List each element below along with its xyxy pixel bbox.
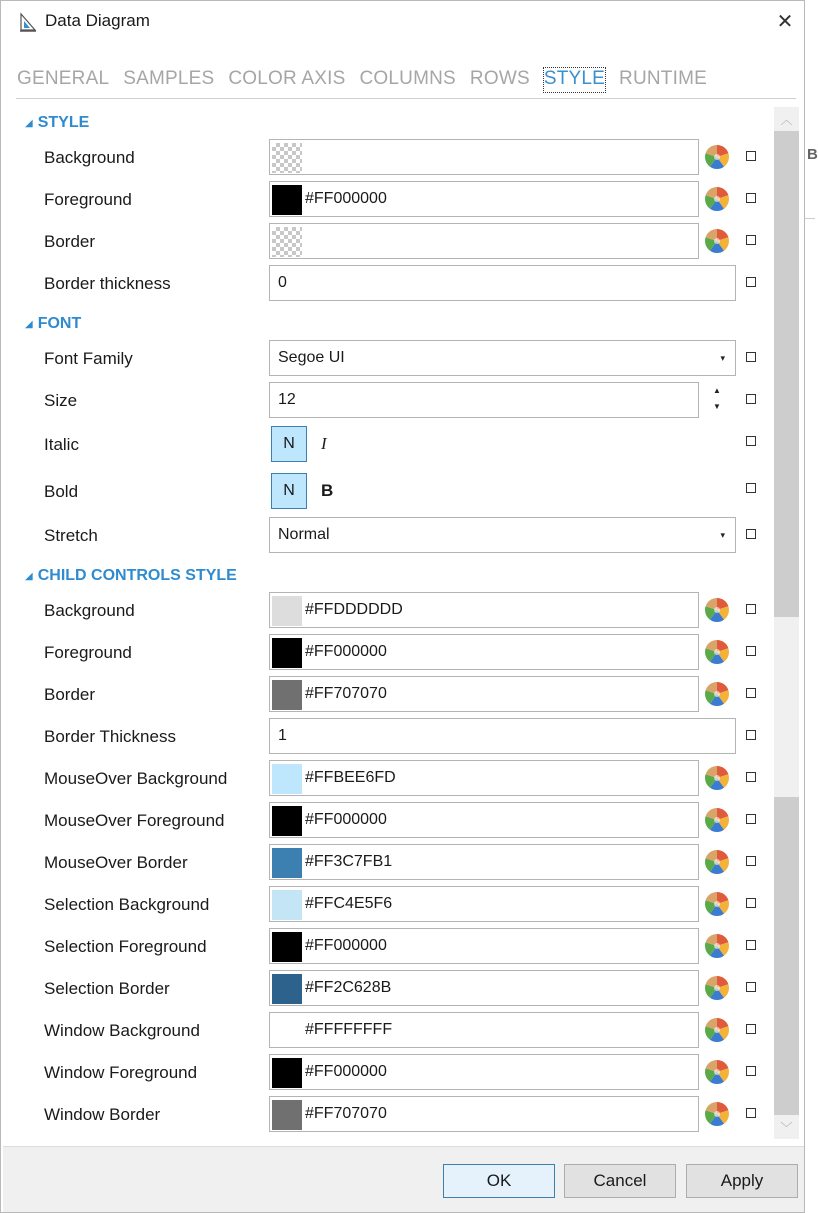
tab-rows[interactable]: ROWS — [469, 68, 530, 89]
reset-checkbox[interactable] — [746, 277, 756, 287]
collapse-triangle-icon[interactable]: ◢ — [25, 570, 33, 582]
color-value: #FFFFFFFF — [305, 1021, 393, 1038]
color-swatch — [272, 974, 302, 1004]
style-border-label: Border — [44, 232, 96, 251]
color-swatch — [272, 932, 302, 962]
section-title: CHILD CONTROLS STYLE — [37, 567, 237, 584]
scroll-up-icon[interactable]: ︿ — [780, 112, 793, 127]
section-title: STYLE — [37, 114, 90, 131]
input-value: 0 — [278, 274, 287, 291]
child-border-thickness-label: Border Thickness — [44, 727, 176, 746]
italic-label: Italic — [44, 435, 79, 454]
tab-bar — [16, 67, 708, 93]
color-picker-icon[interactable] — [704, 144, 730, 170]
child-window-background-label: Window Background — [44, 1021, 200, 1040]
child-mouseover-foreground-label: MouseOver Foreground — [44, 811, 225, 830]
child-selection-foreground-label: Selection Foreground — [44, 937, 207, 956]
reset-checkbox[interactable] — [746, 235, 756, 245]
reset-checkbox[interactable] — [746, 1066, 756, 1076]
italic-normal-toggle[interactable]: N — [271, 426, 307, 462]
input-value: 1 — [278, 727, 287, 744]
reset-checkbox[interactable] — [746, 151, 756, 161]
bold-normal-toggle[interactable]: N — [271, 473, 307, 509]
color-value: #FFBEE6FD — [305, 769, 396, 786]
chevron-down-icon[interactable]: ▾ — [720, 353, 725, 363]
child-selection-border-label: Selection Border — [44, 979, 170, 998]
tab-general[interactable]: GENERAL — [17, 68, 110, 89]
reset-checkbox[interactable] — [746, 1108, 756, 1118]
size-stepper[interactable] — [705, 382, 729, 418]
reset-checkbox[interactable] — [746, 604, 756, 614]
child-mouseover-foreground-field[interactable] — [269, 802, 699, 838]
color-picker-icon[interactable] — [704, 186, 730, 212]
child-selection-foreground-field[interactable] — [269, 928, 699, 964]
dropdown-value: Segoe UI — [278, 349, 345, 366]
color-swatch — [272, 227, 302, 257]
child-mouseover-background-field[interactable] — [269, 760, 699, 796]
child-selection-background-label: Selection Background — [44, 895, 210, 914]
color-picker-icon[interactable] — [704, 891, 730, 917]
collapse-triangle-icon[interactable]: ◢ — [25, 117, 33, 129]
child-window-border-field[interactable] — [269, 1096, 699, 1132]
child-border-thickness-input[interactable] — [269, 718, 736, 754]
color-picker-icon[interactable] — [704, 1101, 730, 1127]
chevron-down-icon[interactable]: ▾ — [720, 530, 725, 540]
color-value: #FF000000 — [305, 937, 387, 954]
italic-toggle[interactable]: I — [321, 434, 327, 453]
input-value: 12 — [278, 391, 296, 408]
color-swatch — [272, 1058, 302, 1088]
child-mouseover-border-label: MouseOver Border — [44, 853, 188, 872]
color-picker-icon[interactable] — [704, 1017, 730, 1043]
color-picker-icon[interactable] — [704, 681, 730, 707]
bold-label: Bold — [44, 482, 79, 501]
color-picker-icon[interactable] — [704, 807, 730, 833]
color-value: #FF000000 — [305, 1063, 387, 1080]
color-swatch — [272, 680, 302, 710]
reset-checkbox[interactable] — [746, 730, 756, 740]
child-window-border-label: Window Border — [44, 1105, 161, 1124]
child-window-foreground-label: Window Foreground — [44, 1063, 198, 1082]
child-foreground-label: Foreground — [44, 643, 132, 662]
color-swatch — [272, 143, 302, 173]
tab-style[interactable]: STYLE — [543, 67, 606, 93]
color-value: #FF000000 — [305, 643, 387, 660]
style-border-thickness-label: Border thickness — [44, 274, 171, 293]
reset-checkbox[interactable] — [746, 898, 756, 908]
reset-checkbox[interactable] — [746, 193, 756, 203]
reset-checkbox[interactable] — [746, 646, 756, 656]
window-title: Data Diagram — [45, 11, 150, 30]
style-border-field[interactable] — [269, 223, 699, 259]
spin-down-icon[interactable]: ▼ — [713, 402, 721, 411]
child-window-foreground-field[interactable] — [269, 1054, 699, 1090]
tab-columns[interactable]: COLUMNS — [359, 68, 456, 89]
child-selection-background-field[interactable] — [269, 886, 699, 922]
dialog-footer — [3, 1146, 804, 1212]
color-value: #FF000000 — [305, 190, 387, 207]
color-picker-icon[interactable] — [704, 849, 730, 875]
dropdown-value: Normal — [278, 526, 330, 543]
app-icon — [18, 11, 38, 33]
color-swatch — [272, 596, 302, 626]
background-window-edge — [805, 0, 818, 1213]
background-window-text: B — [807, 146, 818, 163]
color-swatch — [272, 890, 302, 920]
reset-checkbox[interactable] — [746, 529, 756, 539]
collapse-triangle-icon[interactable]: ◢ — [25, 318, 33, 330]
reset-checkbox[interactable] — [746, 688, 756, 698]
stretch-dropdown[interactable] — [269, 517, 736, 553]
font-size-input[interactable] — [269, 382, 699, 418]
color-picker-icon[interactable] — [704, 228, 730, 254]
stretch-label: Stretch — [44, 526, 98, 545]
color-value: #FFDDDDDD — [305, 601, 403, 618]
reset-checkbox[interactable] — [746, 352, 756, 362]
tab-runtime[interactable]: RUNTIME — [619, 68, 707, 89]
child-mouseover-border-field[interactable] — [269, 844, 699, 880]
spin-up-icon[interactable]: ▲ — [713, 386, 721, 395]
ok-button[interactable]: OK — [443, 1164, 555, 1198]
section-title: FONT — [37, 315, 82, 332]
color-swatch — [272, 1016, 302, 1046]
cancel-button[interactable]: Cancel — [564, 1164, 676, 1198]
color-picker-icon[interactable] — [704, 639, 730, 665]
child-foreground-field[interactable] — [269, 634, 699, 670]
child-background-field[interactable] — [269, 592, 699, 628]
style-foreground-label: Foreground — [44, 190, 132, 209]
section-header-font[interactable] — [25, 314, 81, 334]
section-header-child-controls-style[interactable] — [25, 566, 237, 586]
scrollbar-thumb-lower[interactable] — [774, 797, 799, 1115]
child-mouseover-background-label: MouseOver Background — [44, 769, 228, 788]
color-swatch — [272, 185, 302, 215]
properties-panel — [15, 105, 773, 1139]
background-window-divider — [805, 218, 815, 219]
color-value: #FFC4E5F6 — [305, 895, 393, 912]
style-background-field[interactable] — [269, 139, 699, 175]
color-value: #FF000000 — [305, 811, 387, 828]
reset-checkbox[interactable] — [746, 483, 756, 493]
reset-checkbox[interactable] — [746, 394, 756, 404]
color-swatch — [272, 806, 302, 836]
color-swatch — [272, 764, 302, 794]
apply-button[interactable]: Apply — [686, 1164, 798, 1198]
style-foreground-field[interactable] — [269, 181, 699, 217]
child-border-field[interactable] — [269, 676, 699, 712]
scroll-down-icon[interactable]: ﹀ — [780, 1120, 793, 1135]
tab-color-axis[interactable]: COLOR AXIS — [228, 68, 346, 89]
color-swatch — [272, 848, 302, 878]
color-swatch — [272, 638, 302, 668]
color-swatch — [272, 1100, 302, 1130]
color-value: #FF707070 — [305, 1105, 387, 1122]
reset-checkbox[interactable] — [746, 940, 756, 950]
color-picker-icon[interactable] — [704, 597, 730, 623]
color-value: #FF3C7FB1 — [305, 853, 393, 870]
child-background-label: Background — [44, 601, 135, 620]
bold-toggle[interactable]: B — [321, 481, 334, 500]
section-header-style[interactable] — [25, 113, 89, 133]
style-border-thickness-input[interactable] — [269, 265, 736, 301]
tab-divider — [16, 98, 796, 99]
font-family-dropdown[interactable] — [269, 340, 736, 376]
tab-samples[interactable]: SAMPLES — [123, 68, 215, 89]
child-window-background-field[interactable] — [269, 1012, 699, 1048]
child-border-label: Border — [44, 685, 96, 704]
reset-checkbox[interactable] — [746, 772, 756, 782]
vertical-scrollbar[interactable] — [774, 107, 799, 1139]
color-picker-icon[interactable] — [704, 765, 730, 791]
font-size-label: Size — [44, 391, 78, 410]
color-picker-icon[interactable] — [704, 975, 730, 1001]
color-value: #FF707070 — [305, 685, 387, 702]
color-picker-icon[interactable] — [704, 933, 730, 959]
reset-checkbox[interactable] — [746, 982, 756, 992]
font-family-label: Font Family — [44, 349, 133, 368]
close-button[interactable]: ✕ — [776, 10, 794, 33]
title-bar[interactable] — [1, 1, 804, 43]
reset-checkbox[interactable] — [746, 436, 756, 446]
color-value: #FF2C628B — [305, 979, 392, 996]
reset-checkbox[interactable] — [746, 856, 756, 866]
color-picker-icon[interactable] — [704, 1059, 730, 1085]
reset-checkbox[interactable] — [746, 1024, 756, 1034]
child-selection-border-field[interactable] — [269, 970, 699, 1006]
reset-checkbox[interactable] — [746, 814, 756, 824]
style-background-label: Background — [44, 148, 135, 167]
scrollbar-thumb[interactable] — [774, 131, 799, 617]
